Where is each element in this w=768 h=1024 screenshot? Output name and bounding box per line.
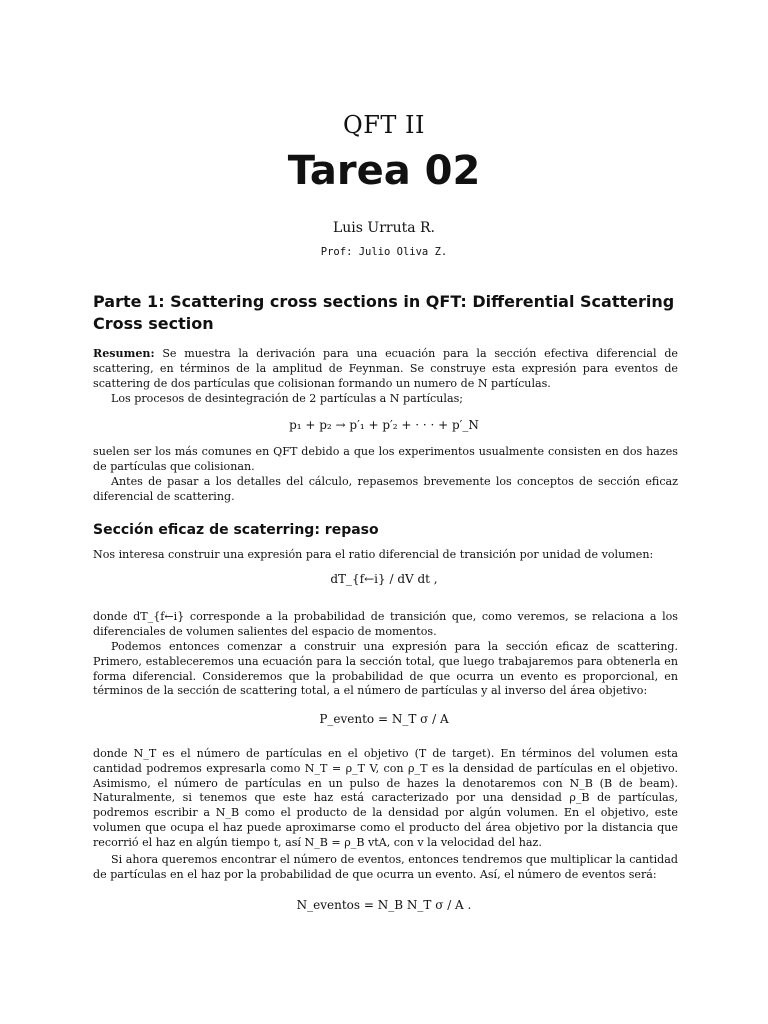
equation-transition-rate: [0, 572, 768, 586]
transition-probability-paragraph: donde dT_{f←i} corresponde a la probabilidad de transición que, como veremos, se relaciona a los diferenciales de volumen salientes del espacio de momentos.: [93, 610, 678, 638]
equation-decay-text: p₁ + p₂ → p′₁ + p′₂ + · · · + p′_N: [289, 418, 479, 432]
ratio-paragraph: Nos interesa construir una expresión para el ratio diferencial de transición por unidad de volumen:: [93, 548, 654, 561]
abstract-label: Resumen:: [93, 347, 155, 360]
equation-event-count-text: N_eventos = N_B N_T σ / A .: [296, 898, 472, 912]
page-title: Tarea 02: [287, 148, 481, 194]
author-name: Luis Urruta R.: [332, 220, 436, 236]
intro-paragraph: Los procesos de desintegración de 2 partículas a N partículas;: [111, 392, 464, 405]
equation-decay: [0, 418, 768, 432]
equation-event-probability: [0, 712, 768, 726]
section-heading: Sección eficaz de scaterring: repaso: [93, 522, 379, 538]
target-beam-paragraph: donde N_T es el número de partículas en el objetivo (T de target). En términos del volumen esta cantidad podremos expresarla como N_T = ρ_T V, con ρ_T es la densidad de partículas en el objetivo. Asimismo, el número de partículas en un pulso de hazes la denotaremos con N_B (B de beam). Naturalmente, si tenemos que este haz está caracterizado por una densidad ρ_B de partículas, podremos escribir a N_B como el producto de la densidad por algún volumen. En el objetivo, este volumen que ocupa el haz puede aproximarse como el producto del área objetivo por la distancia que recorrió el haz en algún tiempo t, así N_B = ρ_B vtA, con v la velocidad del haz.: [93, 747, 678, 849]
abstract-body: Se muestra la derivación para una ecuación para la sección efectiva diferencial de scattering, en términos de la amplitud de Feynman. Se construye esta expresión para eventos de scattering de dos partículas que colisionan formando un numero de N partículas.: [93, 347, 678, 390]
abstract-paragraph: [93, 347, 678, 391]
event-count-paragraph: Si ahora queremos encontrar el número de eventos, entonces tendremos que multiplicar la cantidad de partículas en el haz por la probabilidad de que ocurra un evento. Así, el número de eventos será:: [93, 853, 678, 881]
equation-transition-rate-text: dT_{f←i} / dV dt ,: [330, 572, 438, 586]
part-heading: Parte 1: Scattering cross sections in QFT: Differential Scattering Cross section: [93, 292, 675, 333]
cross-section-paragraph: Podemos entonces comenzar a construir una expresión para la sección eficaz de scattering. Primero, estableceremos una ecuación para la sección total, que luego trabajaremos para obtenerla en forma diferencial. Consideremos que la probabilidad de que ocurra un evento es proporcional, en términos de la sección de scattering total, a el número de partículas y al inverso del área objetivo:: [93, 640, 678, 698]
review-intro-paragraph: Antes de pasar a los detalles del cálculo, repasemos brevemente los conceptos de sección eficaz diferencial de scattering.: [93, 475, 678, 503]
professor-name: Prof: Julio Oliva Z.: [320, 246, 448, 258]
course-name: QFT II: [343, 111, 425, 139]
common-processes-paragraph: suelen ser los más comunes en QFT debido a que los experimentos usualmente consisten en dos hazes de partículas que colisionan.: [93, 445, 678, 473]
equation-event-probability-text: P_evento = N_T σ / A: [319, 712, 449, 726]
equation-event-count: [0, 898, 768, 912]
